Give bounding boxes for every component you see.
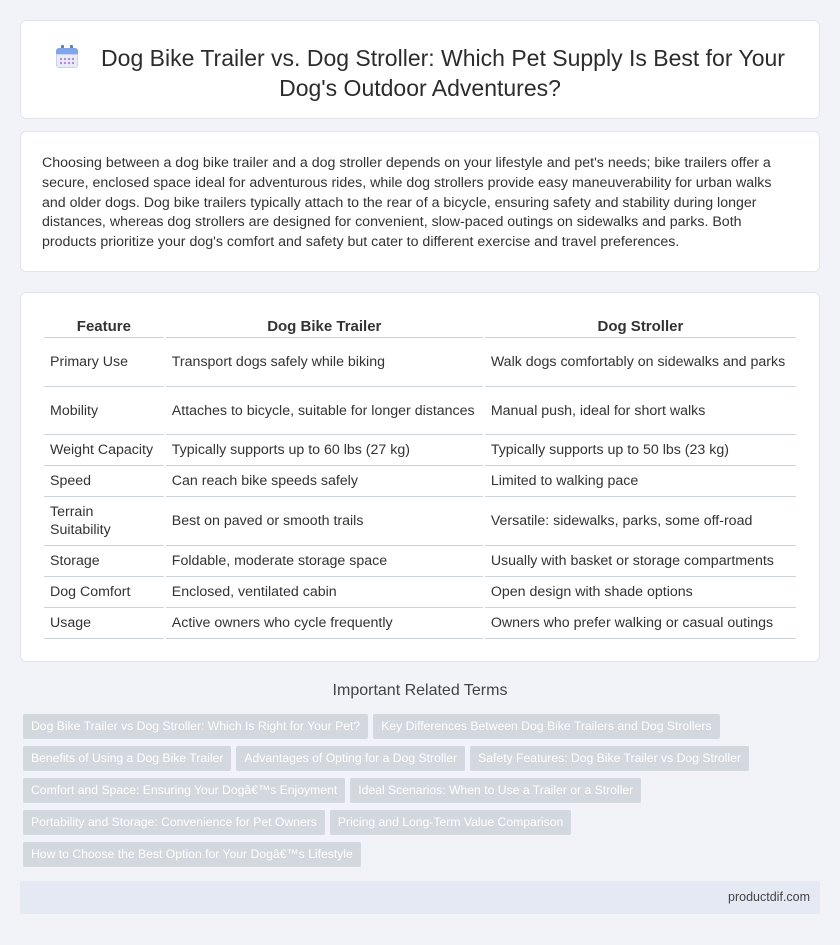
header-feature: Feature bbox=[44, 314, 164, 338]
header-dog-stroller: Dog Stroller bbox=[485, 314, 796, 338]
comparison-table bbox=[42, 314, 798, 639]
related-term-link[interactable]: Safety Features: Dog Bike Trailer vs Dog Stroller bbox=[470, 746, 749, 771]
footer bbox=[20, 881, 820, 914]
title-line-2: Dog's Outdoor Adventures? bbox=[279, 75, 561, 101]
related-terms-heading: Important Related Terms bbox=[332, 682, 508, 699]
related-term-link[interactable]: Advantages of Opting for a Dog Stroller bbox=[236, 746, 465, 771]
table-row bbox=[44, 577, 796, 608]
stroller-cell: Walk dogs comfortably on sidewalks and parks bbox=[485, 338, 796, 387]
feature-cell: Primary Use bbox=[44, 338, 164, 387]
page-title bbox=[21, 43, 819, 103]
intro-paragraph: Choosing between a dog bike trailer and a dog stroller depends on your lifestyle and pet's needs; bike trailers offer a secure, enclosed space ideal for adventurous rides, while dog strollers provide easy maneuverability for urban walks and older dogs. Dog bike trailers typically attach to the rear of a bicycle, ensuring safety and stability during longer distances, whereas dog strollers are designed for convenient, slow-paced outings on sidewalks and parks. Both products prioritize your dog's comfort and safety but cater to different exercise and travel preferences. bbox=[42, 155, 772, 251]
trailer-cell: Enclosed, ventilated cabin bbox=[166, 577, 483, 608]
table-row bbox=[44, 497, 796, 546]
title-line-1: Dog Bike Trailer vs. Dog Stroller: Which Pet Supply Is Best for Your bbox=[101, 45, 785, 71]
related-term-link[interactable]: Comfort and Space: Ensuring Your Dogâ€™s Enjoyment bbox=[23, 778, 345, 803]
table-header-row bbox=[44, 314, 796, 338]
related-term-link[interactable]: Key Differences Between Dog Bike Trailers and Dog Strollers bbox=[373, 714, 719, 739]
related-term-link[interactable]: Portability and Storage: Convenience for Pet Owners bbox=[23, 810, 325, 835]
table-row bbox=[44, 387, 796, 435]
feature-cell: Weight Capacity bbox=[44, 435, 164, 466]
trailer-cell: Transport dogs safely while biking bbox=[166, 338, 483, 387]
related-term-link[interactable]: Dog Bike Trailer vs Dog Stroller: Which Is Right for Your Pet? bbox=[23, 714, 368, 739]
related-terms-list bbox=[23, 714, 823, 874]
related-term-link[interactable]: Ideal Scenarios: When to Use a Trailer or a Stroller bbox=[350, 778, 641, 803]
stroller-cell: Open design with shade options bbox=[485, 577, 796, 608]
feature-cell: Speed bbox=[44, 466, 164, 497]
calendar-icon bbox=[55, 45, 79, 69]
feature-cell: Storage bbox=[44, 546, 164, 577]
stroller-cell: Usually with basket or storage compartments bbox=[485, 546, 796, 577]
title-card bbox=[20, 20, 820, 119]
table-row bbox=[44, 466, 796, 497]
related-term-link[interactable]: Benefits of Using a Dog Bike Trailer bbox=[23, 746, 231, 771]
table-row bbox=[44, 546, 796, 577]
stroller-cell: Manual push, ideal for short walks bbox=[485, 387, 796, 435]
stroller-cell: Typically supports up to 50 lbs (23 kg) bbox=[485, 435, 796, 466]
trailer-cell: Active owners who cycle frequently bbox=[166, 608, 483, 639]
trailer-cell: Attaches to bicycle, suitable for longer distances bbox=[166, 387, 483, 435]
related-term-link[interactable]: How to Choose the Best Option for Your Dogâ€™s Lifestyle bbox=[23, 842, 361, 867]
trailer-cell: Best on paved or smooth trails bbox=[166, 497, 483, 546]
stroller-cell: Owners who prefer walking or casual outings bbox=[485, 608, 796, 639]
feature-cell: Mobility bbox=[44, 387, 164, 435]
feature-cell: Terrain Suitability bbox=[44, 497, 164, 546]
site-name[interactable]: productdif.com bbox=[728, 890, 810, 904]
comparison-table-card bbox=[20, 292, 820, 662]
feature-cell: Usage bbox=[44, 608, 164, 639]
intro-card bbox=[20, 131, 820, 272]
table-row bbox=[44, 435, 796, 466]
trailer-cell: Can reach bike speeds safely bbox=[166, 466, 483, 497]
stroller-cell: Versatile: sidewalks, parks, some off-road bbox=[485, 497, 796, 546]
trailer-cell: Typically supports up to 60 lbs (27 kg) bbox=[166, 435, 483, 466]
stroller-cell: Limited to walking pace bbox=[485, 466, 796, 497]
trailer-cell: Foldable, moderate storage space bbox=[166, 546, 483, 577]
header-dog-bike-trailer: Dog Bike Trailer bbox=[166, 314, 483, 338]
related-term-link[interactable]: Pricing and Long-Term Value Comparison bbox=[330, 810, 571, 835]
table-row bbox=[44, 338, 796, 387]
table-row bbox=[44, 608, 796, 639]
feature-cell: Dog Comfort bbox=[44, 577, 164, 608]
